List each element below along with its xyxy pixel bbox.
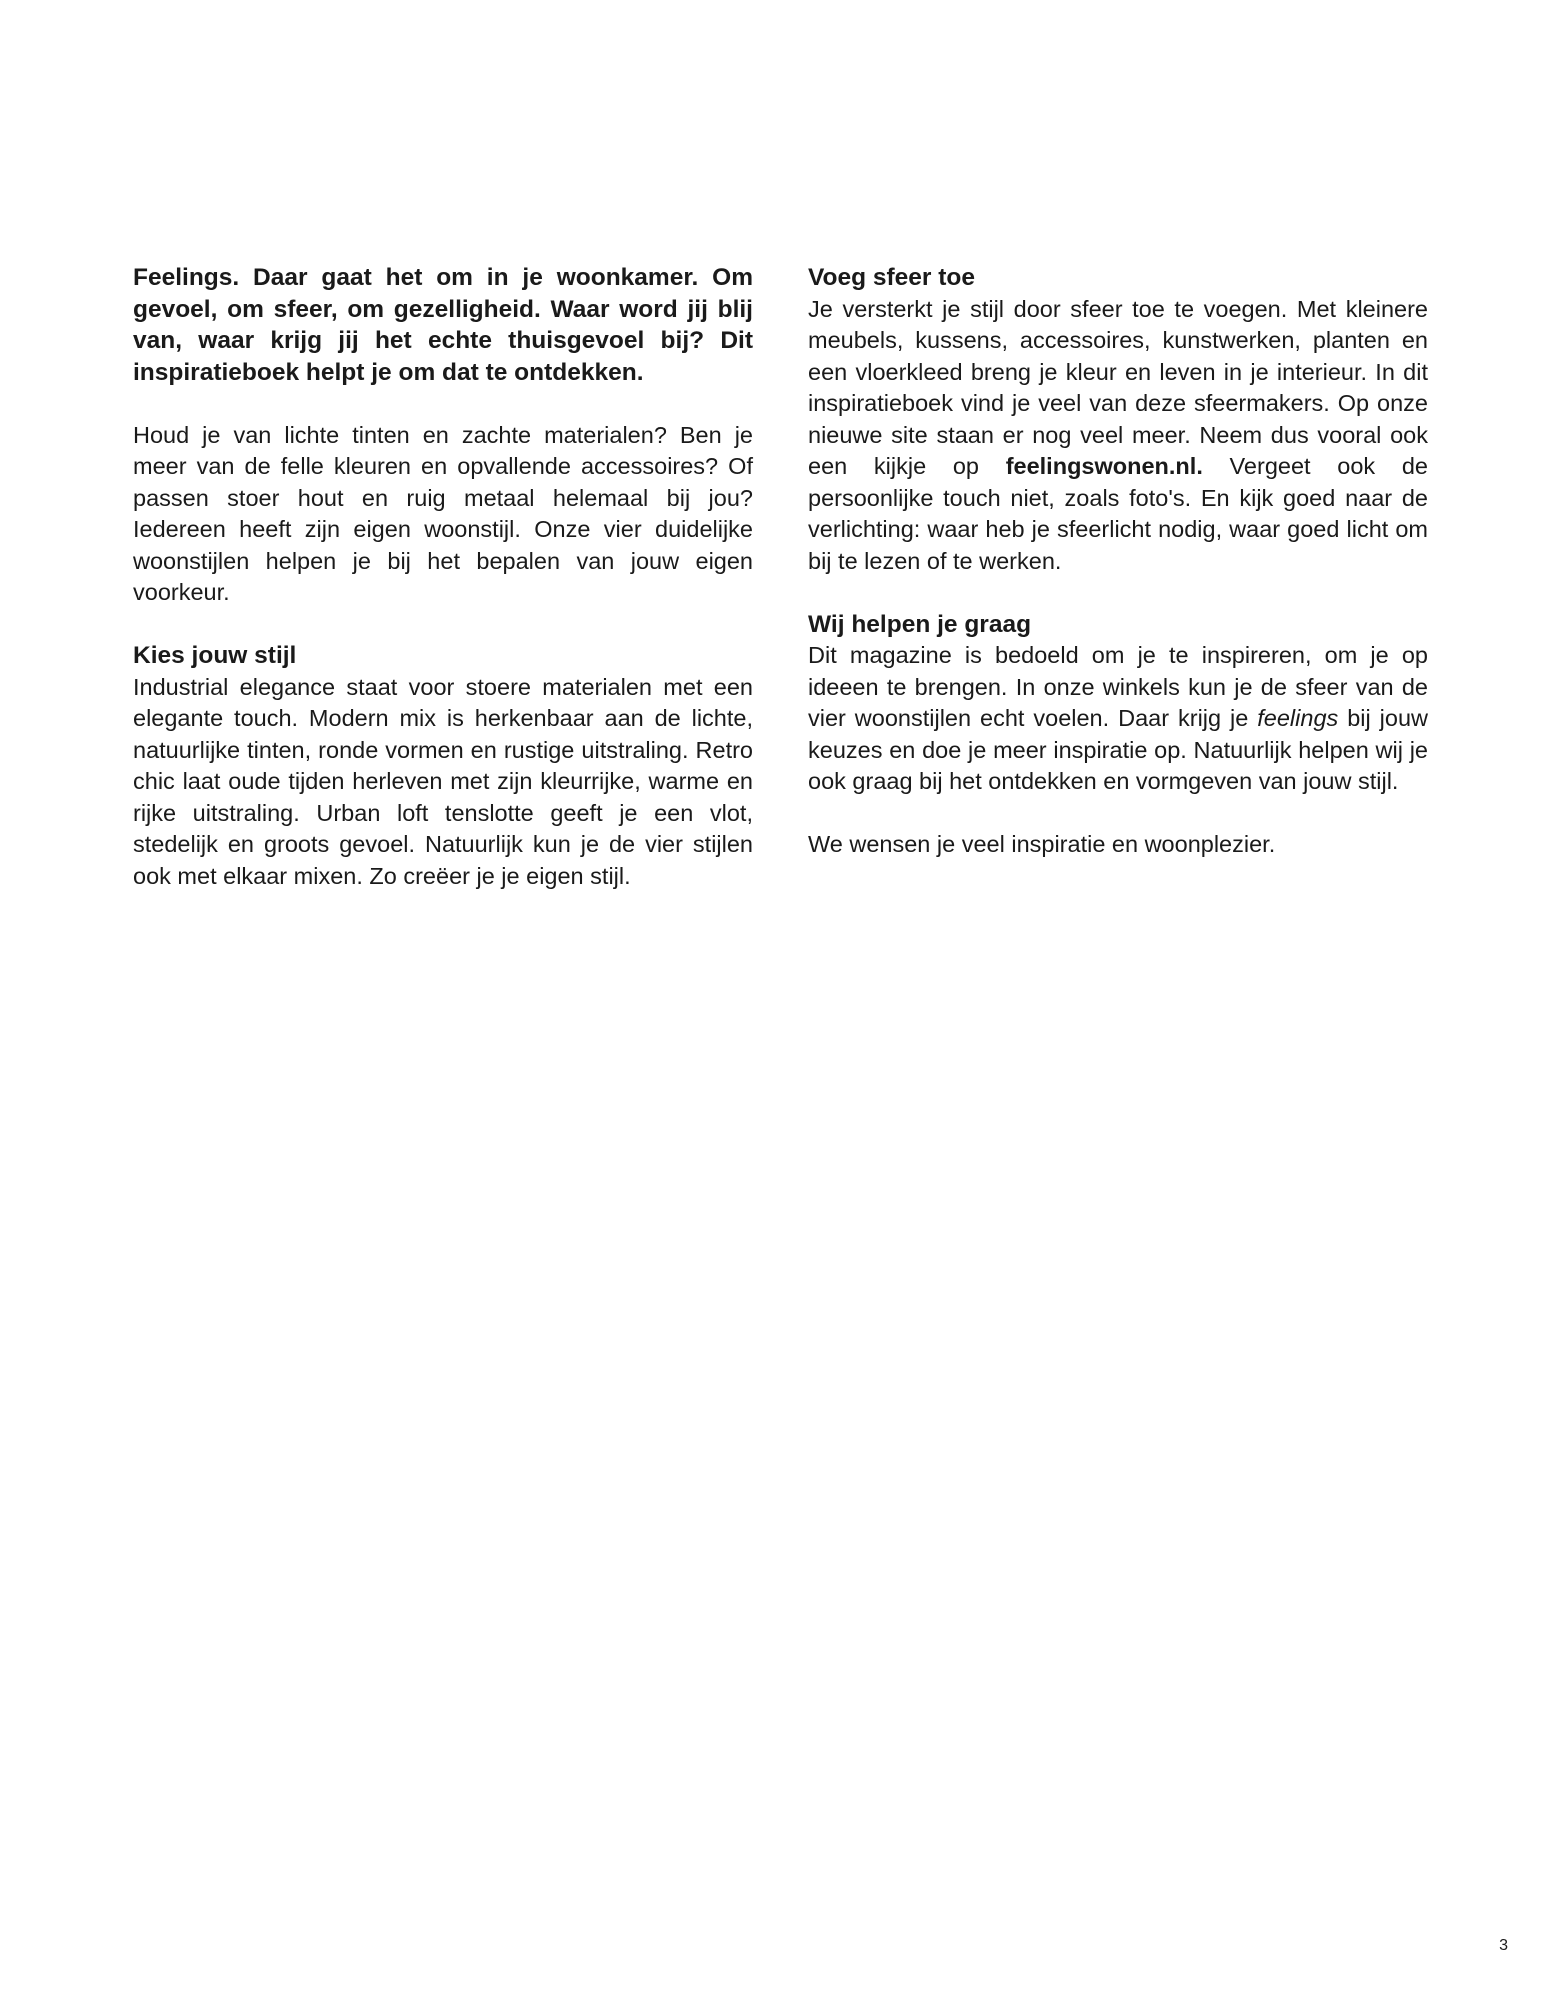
choose-style-text: Industrial elegance staat voor stoere materialen met een elegante touch. Modern mix is herkenbaar aan de lichte, natuurlijke tinten, ronde vormen en rustige uitstraling. Retro chic laat oude tijden herleven met zijn kleurrijke, warme en rijke uitstraling. Urban loft tenslotte geeft je een vlot, stedelijk en groots gevoel. Natuurlijk kun je de vier stijlen ook met elkaar mixen. Zo creëer je je eigen stijl. (133, 673, 753, 889)
feelings-emphasis: feelings (1257, 705, 1339, 731)
right-column (808, 262, 1428, 892)
choose-style-heading: Kies jouw stijl (133, 642, 297, 669)
intro-paragraph: Feelings. Daar gaat het om in je woonkamer. Om gevoel, om sfeer, om gezelligheid. Waar word jij blij van, waar krijg jij het echte thuisgevoel bij? Dit inspiratieboek helpt je om dat te ontdekken. (133, 264, 753, 386)
add-atmosphere-text-start: Je versterkt je stijl door sfeer toe te voegen. Met kleinere meubels, kussens, accessoires, kunstwerken, planten en een vloerkleed breng je kleur en leven in je interieur. In dit inspiratieboek vind je veel van deze sfeermakers. Op onze nieuwe site staan er nog veel meer. Neem dus vooral ook een kijkje op (808, 295, 1428, 479)
closing-line: We wensen je veel inspiratie en woonplezier. (808, 831, 1276, 857)
help-text-end: bij jouw keuzes en doe je meer inspiratie op. Natuurlijk helpen wij je ook graag bij het ontdekken en vormgeven van jouw stijl. (808, 705, 1428, 794)
style-question-paragraph: Houd je van lichte tinten en zachte materialen? Ben je meer van de felle kleuren en opvallende accessoires? Of passen stoer hout en ruig metaal helemaal bij jou? Iedereen heeft zijn eigen woonstijl. Onze vier duidelijke woonstijlen helpen je bij het bepalen van jouw eigen voorkeur. (133, 421, 753, 605)
help-text-start: Dit magazine is bedoeld om je te inspireren, om je op ideeen te brengen. In onze winkels kun je de sfeer van de vier woonstijlen echt voelen. Daar krijg je (808, 642, 1428, 731)
add-atmosphere-text (808, 294, 1428, 578)
website-link[interactable]: feelingswonen.nl. (1005, 453, 1203, 479)
help-text (808, 640, 1428, 798)
add-atmosphere-text-end: Vergeet ook de persoonlijke touch niet, zoals foto's. En kijk goed naar de verlichting: waar heb je sfeerlicht nodig, waar goed licht om bij te lezen of te werken. (808, 453, 1428, 574)
page-number: 3 (1499, 1937, 1508, 1954)
help-heading: Wij helpen je graag (808, 610, 1032, 638)
add-atmosphere-heading: Voeg sfeer toe (808, 264, 976, 291)
left-column (133, 262, 753, 924)
